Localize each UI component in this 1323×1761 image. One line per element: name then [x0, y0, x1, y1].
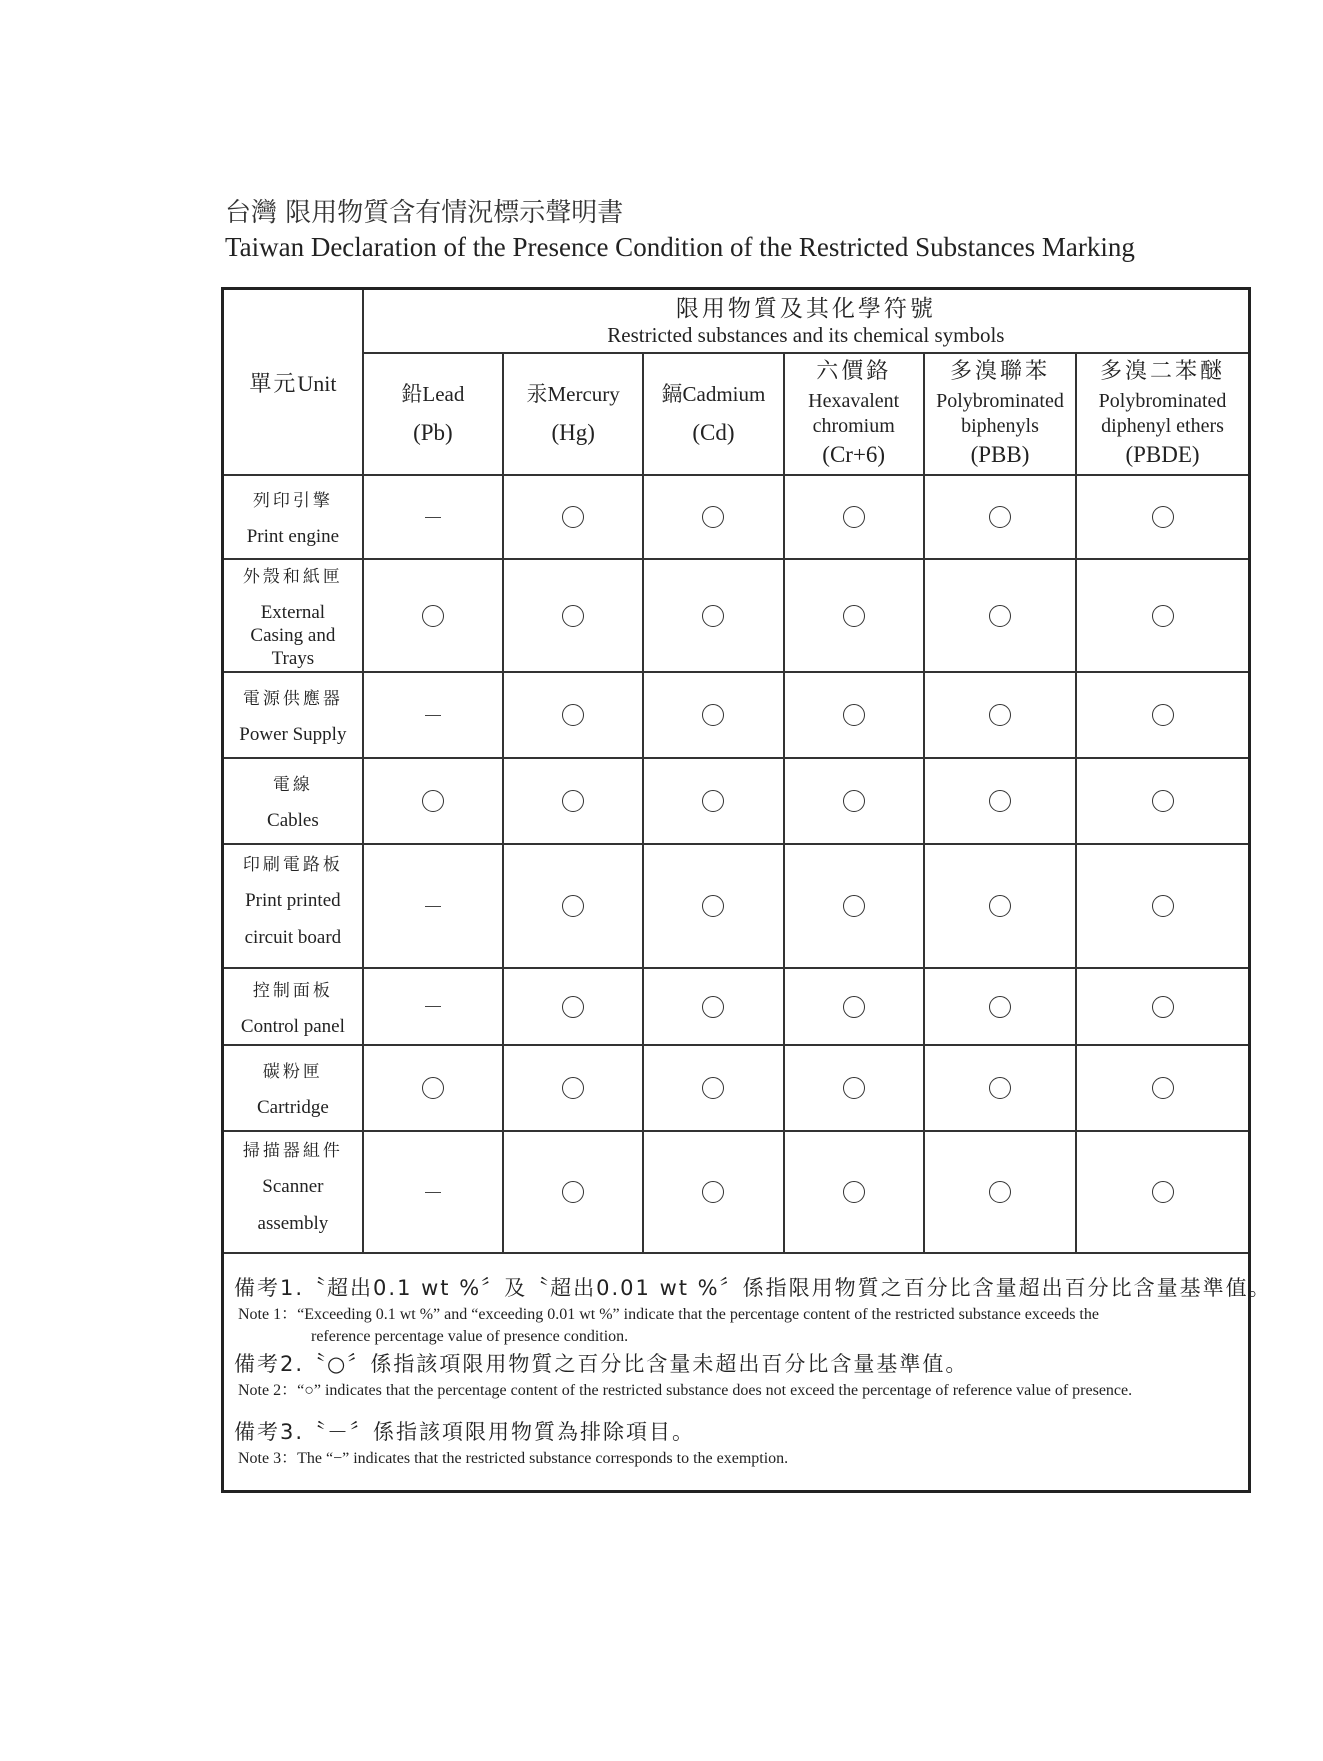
substance-mark-cell	[643, 758, 783, 844]
circle-mark-icon	[562, 895, 584, 917]
pbb-name2: biphenyls	[961, 415, 1039, 438]
cadmium-zh: 鎘	[661, 381, 683, 406]
circle-mark-icon	[562, 996, 584, 1018]
substance-mark-cell	[924, 559, 1076, 672]
substance-mark-cell	[1076, 559, 1249, 672]
pbde-symbol: (PBDE)	[1125, 442, 1200, 468]
substance-mark-cell	[784, 968, 924, 1045]
substance-mark-cell	[503, 968, 643, 1045]
substances-group-header	[363, 289, 1250, 354]
chromium-zh: 六價鉻	[816, 359, 892, 384]
dash-mark-icon	[425, 1006, 441, 1007]
circle-mark-icon	[422, 1077, 444, 1099]
substance-mark-cell	[503, 672, 643, 758]
unit-name-en: Cartridge	[257, 1097, 329, 1118]
note-1-en-cont: reference percentage value of presence condition.	[311, 1328, 629, 1345]
circle-mark-icon	[702, 996, 724, 1018]
substance-mark-cell	[784, 672, 924, 758]
lead-symbol: (Pb)	[413, 419, 453, 445]
chromium-name1: Hexavalent	[808, 390, 900, 413]
unit-header-en: Unit	[297, 370, 337, 396]
circle-mark-icon	[989, 506, 1011, 528]
note-3-zh: 備考3.〝－〞係指該項限用物質為排除項目。	[234, 1420, 696, 1444]
substance-mark-cell	[643, 1131, 783, 1253]
substance-mark-cell	[363, 559, 503, 672]
circle-mark-icon	[1152, 605, 1174, 627]
unit-name-en: Cables	[267, 810, 319, 831]
table-row	[223, 1045, 1250, 1131]
unit-name-zh: 控制面板	[252, 980, 333, 1001]
unit-name-en: Print engine	[246, 526, 340, 547]
unit-cell	[223, 758, 363, 844]
circle-mark-icon	[843, 1077, 865, 1099]
circle-mark-icon	[843, 895, 865, 917]
unit-name-en: circuit board	[244, 926, 342, 948]
circle-mark-icon	[1152, 996, 1174, 1018]
substance-mark-cell	[363, 672, 503, 758]
unit-name-en: Print printed	[245, 889, 341, 911]
circle-mark-icon	[843, 704, 865, 726]
substance-mark-cell	[784, 758, 924, 844]
unit-name-en: Power Supply	[239, 724, 347, 745]
circle-mark-icon	[1152, 704, 1174, 726]
substance-mark-cell	[924, 1131, 1076, 1253]
table-row	[223, 672, 1250, 758]
unit-cell	[223, 1131, 363, 1253]
substance-mark-cell	[363, 844, 503, 968]
group-header-en: Restricted substances and its chemical symbols	[607, 323, 1005, 347]
pbb-zh: 多溴聯苯	[949, 359, 1050, 384]
circle-mark-icon	[562, 704, 584, 726]
substance-mark-cell	[363, 1045, 503, 1131]
unit-name-en: Scanner	[262, 1175, 324, 1197]
note-3-en: Note 3：The “−” indicates that the restricted substance corresponds to the exemption.	[238, 1450, 789, 1467]
unit-cell	[223, 968, 363, 1045]
note-1-zh: 備考1.〝超出0.1 wt %〞及〝超出0.01 wt %〞係指限用物質之百分比含量超出百分比含量基準值。	[234, 1276, 1272, 1300]
unit-name-zh: 列印引擎	[252, 491, 333, 511]
circle-mark-icon	[422, 605, 444, 627]
chromium-symbol: (Cr+6)	[822, 442, 886, 468]
note-1-en: Note 1：“Exceeding 0.1 wt %” and “exceeding 0.01 wt %” indicate that the percentage content of the restricted substance exceeds the	[238, 1306, 1099, 1323]
substance-mark-cell	[924, 758, 1076, 844]
circle-mark-icon	[1152, 506, 1174, 528]
circle-mark-icon	[989, 605, 1011, 627]
circle-mark-icon	[843, 1181, 865, 1203]
table-row	[223, 758, 1250, 844]
substance-mark-cell	[784, 844, 924, 968]
circle-mark-icon	[843, 605, 865, 627]
circle-mark-icon	[702, 790, 724, 812]
substance-mark-cell	[643, 968, 783, 1045]
circle-mark-icon	[843, 790, 865, 812]
substance-mark-cell	[503, 475, 643, 559]
unit-name-en: External	[260, 601, 326, 623]
header-row-1	[223, 289, 1250, 354]
column-header-hexavalent-chromium	[784, 353, 924, 475]
unit-cell	[223, 475, 363, 559]
circle-mark-icon	[562, 605, 584, 627]
header-row-2	[223, 353, 1250, 475]
substance-mark-cell	[784, 475, 924, 559]
unit-cell	[223, 672, 363, 758]
pbde-name1: Polybrominated	[1098, 390, 1227, 413]
column-header-pbb	[924, 353, 1076, 475]
unit-name-zh: 電線	[272, 775, 313, 795]
mercury-symbol: (Hg)	[551, 419, 595, 445]
unit-name-zh: 印刷電路板	[242, 854, 343, 875]
substance-mark-cell	[924, 1045, 1076, 1131]
notes-cell	[223, 1253, 1272, 1492]
circle-mark-icon	[422, 790, 444, 812]
circle-mark-icon	[562, 506, 584, 528]
mercury-zh: 汞	[526, 381, 548, 406]
circle-mark-icon	[1152, 1077, 1174, 1099]
unit-cell	[223, 844, 363, 968]
column-header-pbde	[1076, 353, 1249, 475]
unit-name-zh: 電源供應器	[242, 689, 343, 709]
substance-mark-cell	[1076, 475, 1249, 559]
substance-mark-cell	[363, 758, 503, 844]
circle-mark-icon	[702, 1181, 724, 1203]
substance-mark-cell	[363, 1131, 503, 1253]
substance-mark-cell	[924, 475, 1076, 559]
substance-mark-cell	[924, 672, 1076, 758]
title-english: Taiwan Declaration of the Presence Condition of the Restricted Substances Marking	[225, 232, 1135, 262]
column-header-mercury	[503, 353, 643, 475]
circle-mark-icon	[562, 1181, 584, 1203]
lead-zh: 鉛	[401, 381, 423, 406]
substance-mark-cell	[503, 559, 643, 672]
table-row	[223, 475, 1250, 559]
substance-mark-cell	[643, 475, 783, 559]
substance-mark-cell	[503, 1045, 643, 1131]
column-header-cadmium	[643, 353, 783, 475]
circle-mark-icon	[989, 704, 1011, 726]
group-header-zh: 限用物質及其化學符號	[675, 296, 936, 322]
unit-name-en: Trays	[271, 647, 315, 669]
circle-mark-icon	[1152, 790, 1174, 812]
cadmium-name: Cadmium	[682, 381, 766, 406]
circle-mark-icon	[562, 1077, 584, 1099]
substance-mark-cell	[1076, 844, 1249, 968]
dash-mark-icon	[425, 1192, 441, 1193]
substance-mark-cell	[643, 844, 783, 968]
dash-mark-icon	[425, 517, 441, 518]
table-body	[223, 475, 1250, 1253]
substance-mark-cell	[1076, 758, 1249, 844]
substance-mark-cell	[503, 844, 643, 968]
substance-mark-cell	[643, 672, 783, 758]
unit-name-zh: 碳粉匣	[262, 1062, 323, 1082]
circle-mark-icon	[1152, 895, 1174, 917]
substance-mark-cell	[784, 559, 924, 672]
unit-header-zh: 單元	[249, 371, 298, 397]
circle-mark-icon	[989, 895, 1011, 917]
unit-header	[223, 289, 363, 476]
substance-mark-cell	[503, 758, 643, 844]
note-2-zh: 備考2.〝○〞係指該項限用物質之百分比含量未超出百分比含量基準值。	[234, 1352, 969, 1376]
circle-mark-icon	[702, 1077, 724, 1099]
circle-mark-icon	[702, 506, 724, 528]
table-row	[223, 1131, 1250, 1253]
substances-table	[221, 287, 1272, 1493]
mercury-name: Mercury	[547, 381, 620, 406]
unit-name-zh: 掃描器組件	[242, 1140, 343, 1161]
circle-mark-icon	[843, 506, 865, 528]
substance-mark-cell	[924, 968, 1076, 1045]
dash-mark-icon	[425, 715, 441, 716]
substance-mark-cell	[363, 968, 503, 1045]
substance-mark-cell	[784, 1045, 924, 1131]
circle-mark-icon	[702, 895, 724, 917]
circle-mark-icon	[702, 605, 724, 627]
dash-mark-icon	[425, 906, 441, 907]
unit-cell	[223, 1045, 363, 1131]
substance-mark-cell	[1076, 1045, 1249, 1131]
pbb-symbol: (PBB)	[970, 442, 1030, 468]
substance-mark-cell	[643, 559, 783, 672]
circle-mark-icon	[1152, 1181, 1174, 1203]
circle-mark-icon	[702, 704, 724, 726]
pbde-name2: diphenyl ethers	[1101, 415, 1224, 438]
unit-name-zh: 外殼和紙匣	[242, 566, 343, 587]
substance-mark-cell	[1076, 672, 1249, 758]
substance-mark-cell	[924, 844, 1076, 968]
circle-mark-icon	[989, 996, 1011, 1018]
pbde-zh: 多溴二苯醚	[1100, 359, 1226, 384]
column-header-lead	[363, 353, 503, 475]
circle-mark-icon	[989, 1077, 1011, 1099]
substance-mark-cell	[1076, 968, 1249, 1045]
table-row	[223, 968, 1250, 1045]
unit-name-en: assembly	[257, 1212, 329, 1234]
pbb-name1: Polybrominated	[936, 390, 1064, 413]
table-row	[223, 559, 1250, 672]
circle-mark-icon	[989, 1181, 1011, 1203]
title-chinese: 台灣 限用物質含有情況標示聲明書	[225, 198, 624, 228]
lead-name: Lead	[422, 381, 465, 406]
cadmium-symbol: (Cd)	[692, 419, 735, 445]
substance-mark-cell	[1076, 1131, 1249, 1253]
circle-mark-icon	[562, 790, 584, 812]
substance-mark-cell	[784, 1131, 924, 1253]
unit-name-en: Control panel	[240, 1015, 345, 1037]
substance-mark-cell	[503, 1131, 643, 1253]
unit-name-en: Casing and	[250, 624, 336, 646]
table-row	[223, 844, 1250, 968]
circle-mark-icon	[989, 790, 1011, 812]
circle-mark-icon	[843, 996, 865, 1018]
unit-cell	[223, 559, 363, 672]
substance-mark-cell	[643, 1045, 783, 1131]
notes-row	[223, 1253, 1250, 1492]
note-2-en: Note 2：“○” indicates that the percentage content of the restricted substance does not exceed the percentage of reference value of presence.	[238, 1382, 1133, 1399]
substance-mark-cell	[363, 475, 503, 559]
chromium-name2: chromium	[812, 415, 895, 438]
